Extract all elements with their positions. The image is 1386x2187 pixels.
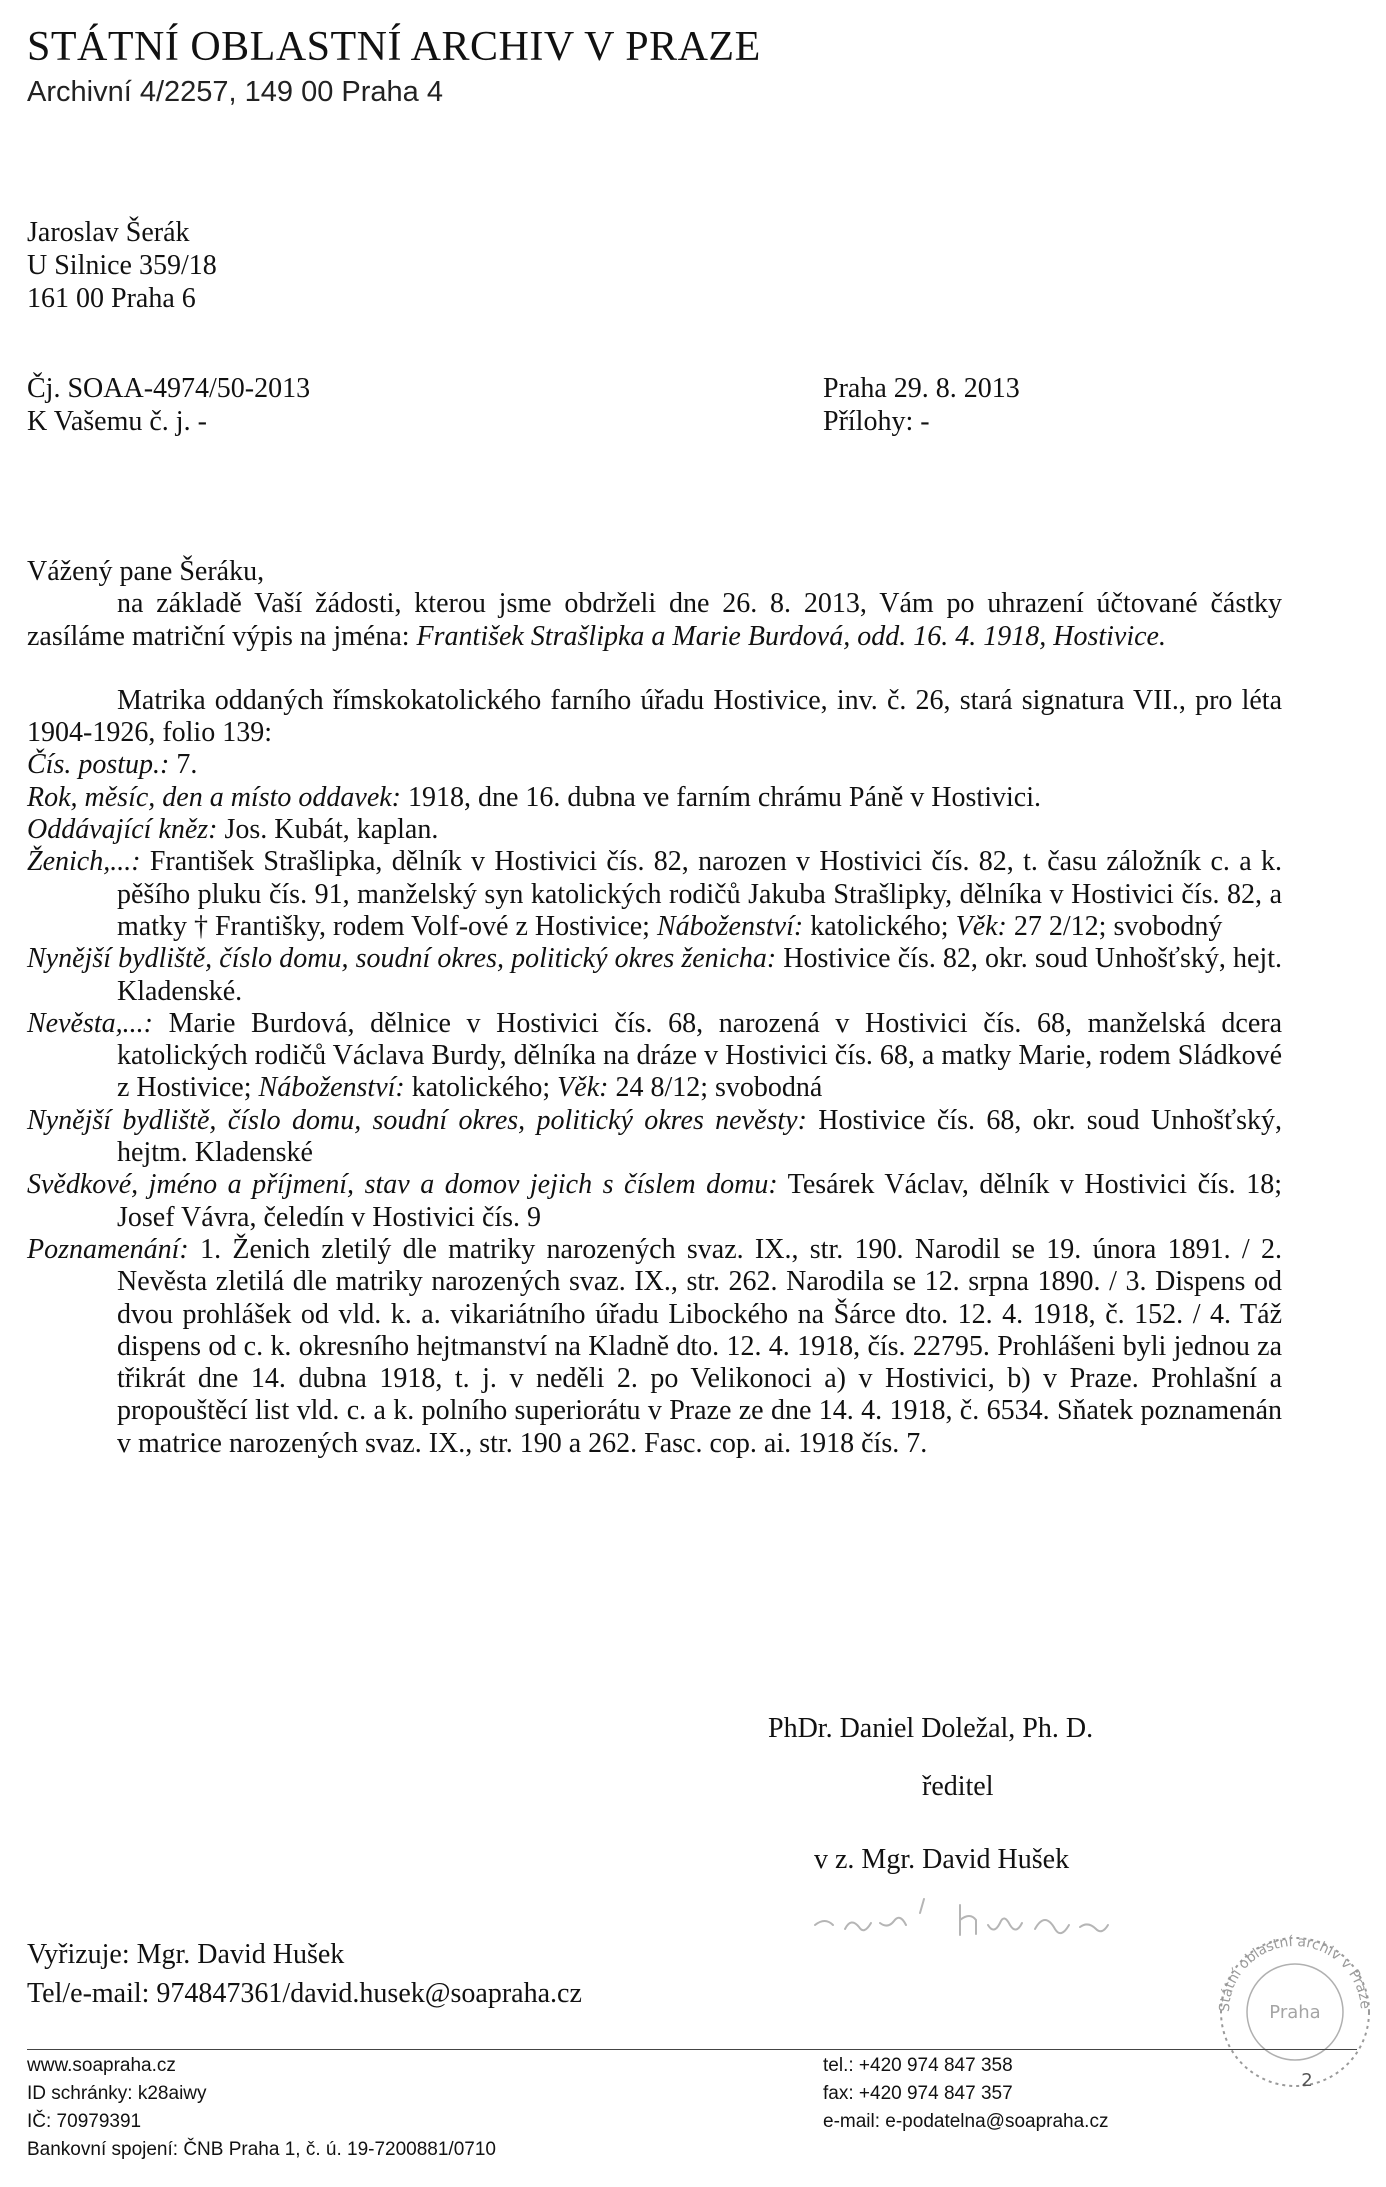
groom-age-label: Věk:: [955, 910, 1007, 942]
reference-your-ref: K Vašemu č. j. -: [27, 406, 207, 437]
reference-left: [27, 372, 310, 438]
bride-religion-label: Náboženství:: [258, 1072, 405, 1104]
entry-priest-value: Jos. Kubát, kaplan.: [217, 814, 439, 846]
footer-tel: tel.: +420 974 847 358: [823, 2055, 1013, 2076]
reference-cj: Čj. SOAA-4974/50-2013: [27, 373, 311, 404]
recipient-city: 161 00 Praha 6: [27, 283, 196, 314]
footer-email: e-mail: e-podatelna@soapraha.cz: [823, 2111, 1109, 2132]
handwritten-signature: [810, 1885, 1170, 1955]
recipient-name: Jaroslav Šerák: [27, 217, 190, 248]
letter-body: [27, 556, 1282, 1460]
groom-text: František Strašlipka, dělník v Hostivici čís. 82, narozen v Hostivici čís. 82, t. času záložník c. a k. pěšího pluku čís. 91, manželský syn katolických rodičů Jakuba Strašlipky, dělníka v Hostivici čís. 82, a matky † Františky, rodem Volf-ové z Hostivice;: [117, 846, 1282, 942]
recipient-street: U Silnice 359/18: [27, 250, 217, 281]
footer-left: [27, 2052, 496, 2164]
bride-entry: [27, 1008, 1282, 1105]
notes-entry: [27, 1234, 1282, 1460]
archive-stamp: [1205, 1920, 1385, 2090]
entry-priest: [27, 814, 1282, 846]
bride-residence-text: Hostivice čís. 68, okr. soud Unhošťský, hejtm. Kladenské: [117, 1104, 1283, 1169]
groom-age: 27 2/12; svobodný: [1006, 910, 1223, 942]
witnesses-entry: [27, 1169, 1282, 1234]
notes-text: 1. Ženich zletilý dle matriky narozených svaz. IX., str. 190. Narodil se 19. února 1891. / 2. Nevěsta zletilá dle matriky narozených svaz. IX., str. 262. Narodila se 12. srpna 1890. / 3. Dispens od dvou prohlášek od vld. k. a. vikariátního úřadu Libockého na Šárce dto. 12. 4. 1918, č. 152. / 4. Táž dispens od c. k. okresního hejtmanství na Kladně dto. 12. 4. 1918, čís. 22795. Prohlášeni byli jednou za třikrát dne 14. dubna 1918, t. j. v neděli 2. po Velikonoci a) v Hostivici, b) v Praze. Prohlašní a propouštěcí list vld. c. a k. polního superiorátu v Praze ze dne 14. 4. 1918, č. 6534. Sňatek poznamenán v matrice narozených svaz. IX., str. 190 a 262. Fasc. cop. ai. 1918 čís. 7.: [117, 1233, 1282, 1459]
signer-name: PhDr. Daniel Doležal, Ph. D.: [768, 1713, 1094, 1744]
entry-date-value: 1918, dne 16. dubna ve farním chrámu Páně v Hostivici.: [401, 781, 1041, 813]
groom-label: Ženich,...:: [27, 846, 141, 878]
stamp-number: 2: [1301, 2070, 1313, 2090]
witnesses-label: Svědkové, jméno a příjmení, stav a domov jejich s číslem domu:: [27, 1169, 778, 1201]
bride-text: Marie Burdová, dělnice v Hostivici čís. 68, narozená v Hostivici čís. 68, manželská dcera katolických rodičů Václava Burdy, dělníka na dráze v Hostivici čís. 68, a matky Marie, rodem Sládkové z Hostivice;: [117, 1007, 1282, 1104]
intro-paragraph: [27, 588, 1282, 653]
bride-age-label: Věk:: [557, 1072, 609, 1104]
groom-residence-text: Hostivice čís. 82, okr. soud Unhošťský, hejt. Kladenské.: [117, 943, 1282, 1007]
notes-label: Poznamenání:: [27, 1233, 189, 1265]
bride-residence-label: Nynější bydliště, číslo domu, soudní okres, politický okres nevěsty:: [27, 1104, 807, 1136]
groom-religion-label: Náboženství:: [656, 910, 804, 942]
footer-ico: IČ: 70979391: [27, 2111, 142, 2132]
reference-attachments: Přílohy: -: [823, 406, 930, 437]
footer-web: www.soapraha.cz: [27, 2055, 176, 2076]
groom-entry: [27, 846, 1282, 943]
source-paragraph: Matrika oddaných římskokatolického farního úřadu Hostivice, inv. č. 26, stará signatura VII., pro léta 1904-1926, folio 139:: [27, 684, 1282, 749]
bride-age: 24 8/12; svobodná: [608, 1072, 823, 1104]
footer-databox: ID schránky: k28aiwy: [27, 2083, 207, 2104]
footer-right: [823, 2052, 1108, 2136]
handler: Vyřizuje: Mgr. David Hušek: [27, 1939, 345, 1970]
groom-residence-label: Nynější bydliště, číslo domu, soudní okres, politický okres ženicha:: [27, 943, 777, 975]
salutation: Vážený pane Šeráku,: [27, 556, 265, 587]
handler-contact: Tel/e-mail: 974847361/david.husek@soapraha.cz: [27, 1978, 582, 2009]
footer-fax: fax: +420 974 847 357: [823, 2083, 1013, 2104]
recipient-block: [27, 216, 217, 315]
reference-right: [823, 372, 1020, 438]
bride-religion: katolického;: [404, 1072, 558, 1104]
witnesses-text: Tesárek Václav, dělník v Hostivici čís. 18; Josef Vávra, čeledín v Hostivici čís. 9: [117, 1169, 1282, 1233]
bride-residence: [27, 1105, 1282, 1170]
intro-text: na základě Vaší žádosti, kterou jsme obdrželi dne 26. 8. 2013, Vám po uhrazení účtované částky zasíláme matriční výpis na jména:: [27, 588, 1282, 652]
groom-residence: [27, 943, 1282, 1008]
stamp-ring-text: Státní oblastní archiv v Praze: [1216, 1933, 1374, 2013]
footer-bank: Bankovní spojení: ČNB Praha 1, č. ú. 19-7200881/0710: [27, 2139, 496, 2160]
entry-date-label: Rok, měsíc, den a místo oddavek:: [27, 781, 401, 813]
institution-title: STÁTNÍ OBLASTNÍ ARCHIV V PRAZE: [27, 24, 761, 70]
groom-religion: katolického;: [803, 910, 956, 942]
entry-number-value: 7.: [169, 749, 198, 781]
bride-label: Nevěsta,...:: [27, 1007, 153, 1039]
reference-date: Praha 29. 8. 2013: [823, 373, 1020, 404]
entry-date-place: [27, 782, 1282, 814]
footer-divider: [27, 2049, 1357, 2050]
intro-names: František Strašlipka a Marie Burdová, odd. 16. 4. 1918, Hostivice.: [416, 620, 1166, 652]
institution-address: Archivní 4/2257, 149 00 Praha 4: [27, 76, 443, 108]
stamp-center-text: Praha: [1269, 2002, 1321, 2023]
entry-priest-label: Oddávající kněz:: [27, 814, 218, 846]
signer-title: ředitel: [922, 1771, 994, 1802]
deputy-signer: v z. Mgr. David Hušek: [814, 1844, 1070, 1875]
entry-number-label: Čís. postup.:: [27, 749, 170, 781]
entry-number: [27, 749, 1282, 781]
